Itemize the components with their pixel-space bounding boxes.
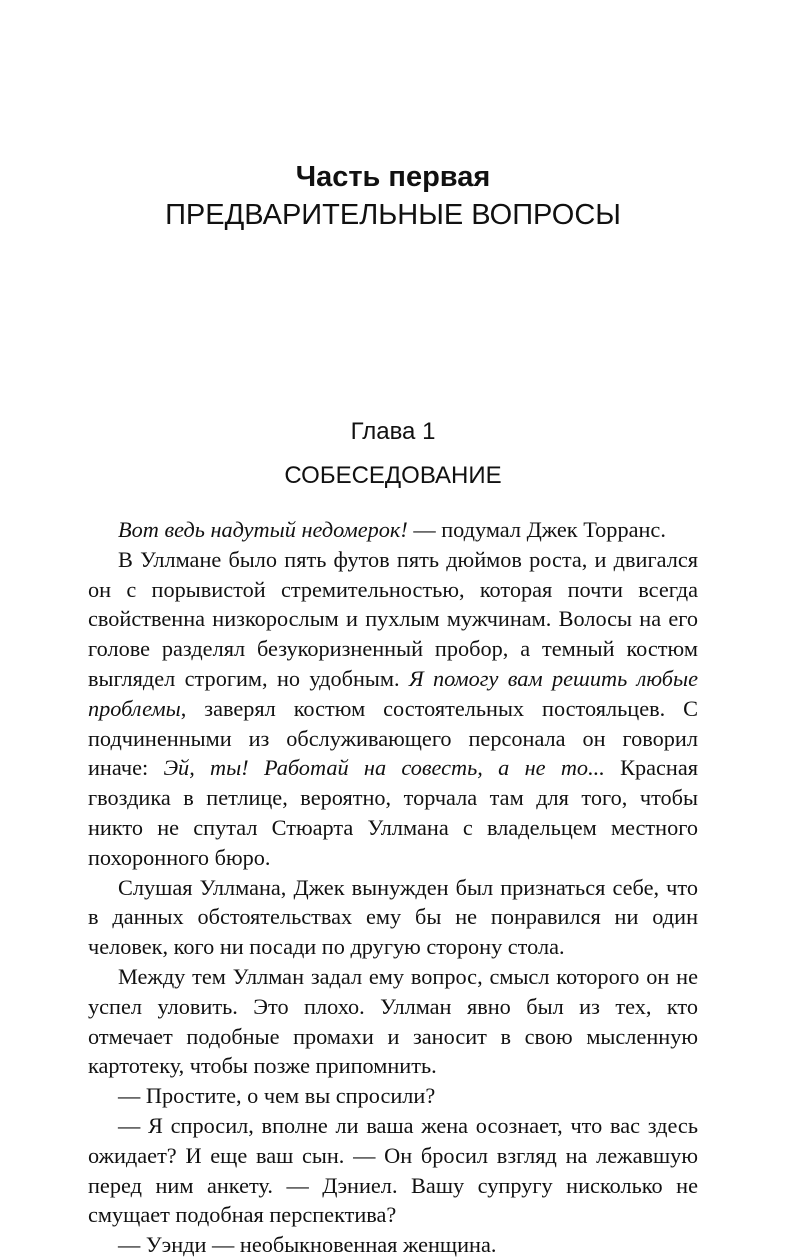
paragraph: Слушая Уллмана, Джек вынужден был признаться себе, что в данных обстоятельствах ему бы не понравился ни один человек, кого ни посади по другую сторону стола. (88, 874, 698, 960)
italic-phrase: Эй, ты! Работай на совесть, а не то... (163, 755, 605, 781)
paragraph-text: , заверял костюм состоятельных постояльцев. С подчиненными из обслуживающего персонала он говорил иначе: (88, 695, 698, 781)
paragraph-text: — подумал Джек Торранс. (407, 517, 666, 542)
chapter-header (0, 414, 786, 494)
italic-thought: Вот ведь надутый недомерок! (118, 517, 408, 542)
dialogue-line: — Я спросил, вполне ли ваша жена осознает, что вас здесь ожидает? И еще ваш сын. — Он бросил взгляд на лежавшую перед ним анкету. — Дэниел. Вашу супругу нисколько не смущает подобная перспектива? (88, 1112, 698, 1228)
paragraph-text: В Уллмане было пять футов пять дюймов роста, и двигался он с порывистой стремительностью, которая почти всегда свойственна низкорослым и пухлым мужчинам. Волосы на его голове разделял безукоризненный пробор, а темный костюм выглядел строгим, но удобным. (88, 546, 698, 691)
dialogue-line: — Простите, о чем вы спросили? (118, 1083, 436, 1109)
part-subtitle: ПРЕДВАРИТЕЛЬНЫЕ ВОПРОСЫ (165, 199, 621, 231)
italic-phrase: Я помогу вам решить любые проблемы (88, 665, 698, 721)
paragraph (88, 545, 698, 873)
dialogue-line: — Уэнди — необыкновенная женщина. (118, 1232, 497, 1258)
chapter-title: СОБЕСЕДОВАНИЕ (284, 462, 502, 489)
part-header (0, 158, 786, 234)
part-title: Часть первая (295, 161, 491, 193)
paragraph (88, 515, 698, 545)
paragraph-text: Красная гвоздика в петлице, вероятно, торчала там для того, чтобы никто не спутал Стюарта Уллмана с владельцем местного похоронного бюро. (88, 755, 698, 870)
paragraph: Между тем Уллман задал ему вопрос, смысл которого он не успел уловить. Это плохо. Уллман явно был из тех, кто отмечает подобные промахи и заносит в свою мысленную картотеку, чтобы позже припомнить. (88, 963, 698, 1079)
chapter-number: Глава 1 (350, 418, 436, 445)
chapter-body (88, 515, 698, 1260)
